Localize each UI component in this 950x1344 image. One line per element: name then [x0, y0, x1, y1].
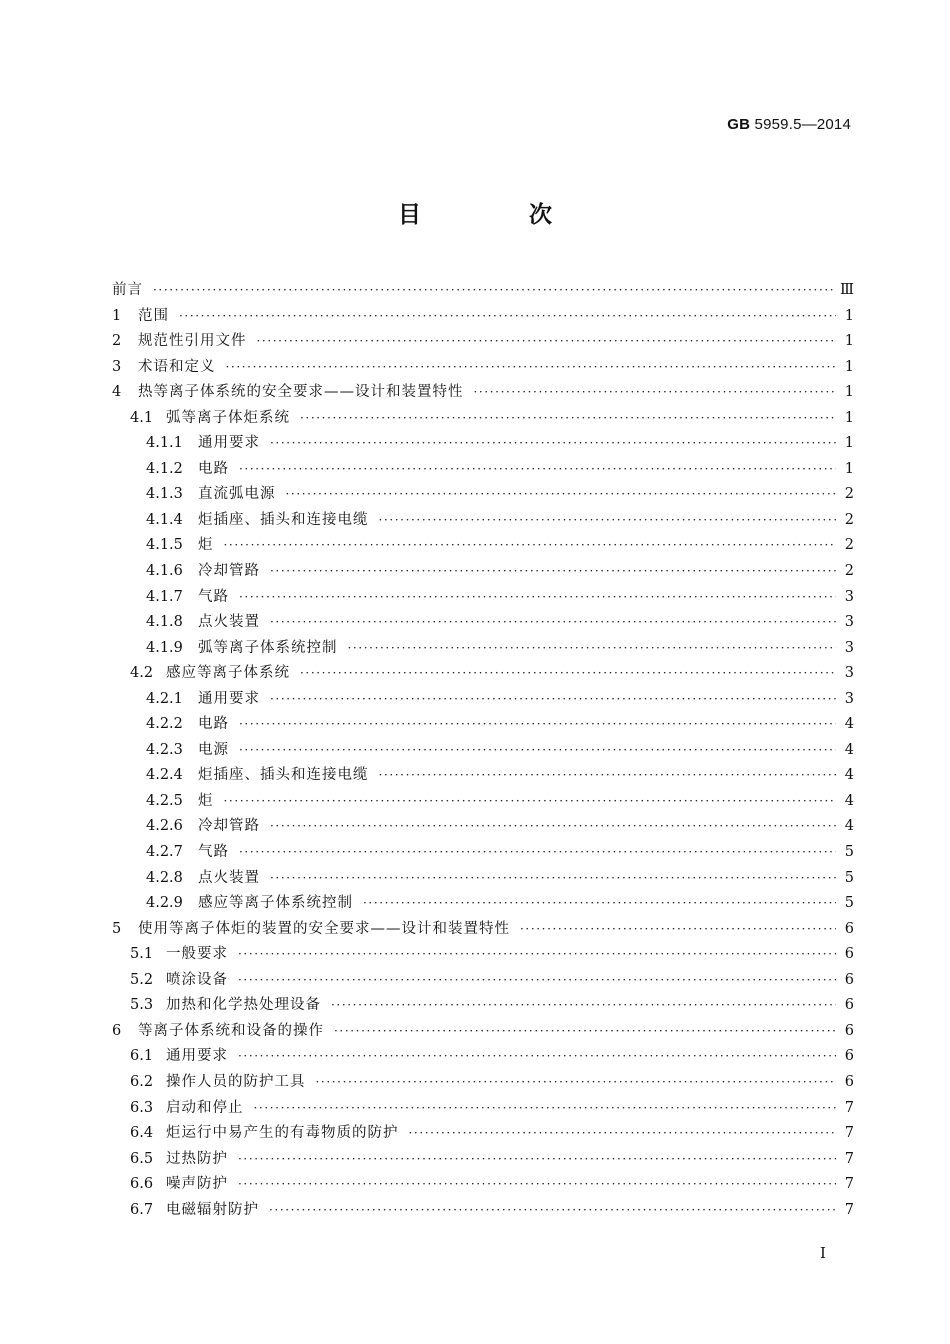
- toc-entry-page: 4: [844, 716, 854, 733]
- toc-entry-title: 冷却管路: [198, 818, 260, 835]
- toc-entry-page: 5: [844, 869, 854, 886]
- toc-entry-number: 4.1.2: [146, 460, 183, 477]
- toc-entry[interactable]: [112, 763, 854, 789]
- toc-entry-title: 气路: [198, 844, 229, 861]
- toc-leader-dots: [238, 942, 836, 968]
- toc-entry-page: 1: [844, 384, 854, 401]
- toc-entry-number: 4.2.8: [146, 869, 183, 886]
- toc-entry[interactable]: [112, 278, 854, 304]
- toc-entry-title: 规范性引用文件: [138, 333, 247, 350]
- toc-entry-title: 炬: [198, 537, 214, 554]
- toc-entry-title: 通用要求: [166, 1048, 228, 1065]
- toc-entry-title: 炬: [198, 792, 214, 809]
- toc-entry[interactable]: [112, 789, 854, 815]
- toc-entry[interactable]: [112, 917, 854, 943]
- toc-entry-number: 4.2.2: [146, 716, 183, 733]
- toc-entry-title: 前言: [112, 282, 143, 298]
- toc-entry-title: 点火装置: [198, 869, 260, 886]
- toc-entry-title: 术语和定义: [138, 358, 216, 375]
- standard-code: [727, 116, 851, 133]
- toc-entry-title: 直流弧电源: [198, 486, 276, 503]
- toc-entry-page: 6: [844, 971, 854, 988]
- toc-entry[interactable]: [112, 1121, 854, 1147]
- toc-entry[interactable]: [112, 636, 854, 662]
- standard-number: 5959.5—2014: [754, 116, 851, 133]
- toc-entry-page: 1: [844, 333, 854, 350]
- toc-leader-dots: [270, 814, 836, 840]
- toc-entry-number: 4.2.4: [146, 767, 183, 784]
- toc-entry[interactable]: [112, 1070, 854, 1096]
- toc-entry-page: 5: [844, 844, 854, 861]
- toc-entry[interactable]: [112, 329, 854, 355]
- toc-leader-dots: [379, 508, 837, 534]
- toc-entry-number: 5.1: [130, 946, 154, 963]
- toc-entry-page: 3: [844, 639, 854, 656]
- toc-entry[interactable]: [112, 431, 854, 457]
- toc-entry-title: 热等离子体系统的安全要求——设计和装置特性: [138, 384, 464, 401]
- toc-entry[interactable]: [112, 304, 854, 330]
- toc-entry-number: 4.2.5: [146, 792, 183, 809]
- toc-entry-title: 等离子体系统和设备的操作: [138, 1022, 324, 1039]
- toc-entry[interactable]: [112, 1172, 854, 1198]
- toc-entry-title: 一般要求: [166, 946, 228, 963]
- toc-entry-page: 3: [844, 665, 854, 682]
- toc-leader-dots: [474, 380, 837, 406]
- toc-entry-page: 6: [844, 1048, 854, 1065]
- toc-entry-page: 5: [844, 895, 854, 912]
- toc-leader-dots: [316, 1070, 837, 1096]
- toc-entry-number: 4.1.7: [146, 588, 183, 605]
- toc-leader-dots: [270, 687, 836, 713]
- toc-entry[interactable]: [112, 814, 854, 840]
- toc-leader-dots: [334, 1019, 836, 1045]
- toc-entry-page: 4: [844, 767, 854, 784]
- table-of-contents: [112, 278, 854, 1223]
- toc-entry-number: 1: [112, 307, 122, 324]
- toc-entry-number: 4.2.6: [146, 818, 183, 835]
- toc-leader-dots: [153, 278, 836, 304]
- page-title: 目 次: [397, 202, 602, 228]
- toc-entry[interactable]: [112, 687, 854, 713]
- toc-entry[interactable]: [112, 712, 854, 738]
- toc-leader-dots: [300, 406, 836, 432]
- toc-leader-dots: [239, 840, 836, 866]
- toc-entry-number: 6.5: [130, 1150, 154, 1167]
- toc-entry-title: 加热和化学热处理设备: [166, 997, 321, 1014]
- toc-entry-title: 使用等离子体炬的装置的安全要求——设计和装置特性: [138, 920, 510, 937]
- toc-entry-number: 5.3: [130, 997, 154, 1014]
- toc-entry-title: 感应等离子体系统: [166, 665, 290, 682]
- toc-leader-dots: [270, 559, 836, 585]
- toc-entry[interactable]: [112, 482, 854, 508]
- toc-entry-number: 4.1.6: [146, 563, 183, 580]
- toc-entry-number: 5: [112, 920, 122, 937]
- toc-entry-title: 冷却管路: [198, 563, 260, 580]
- toc-entry-number: 4.1: [130, 409, 154, 426]
- toc-leader-dots: [270, 431, 836, 457]
- toc-entry[interactable]: [112, 533, 854, 559]
- toc-entry-number: 3: [112, 358, 122, 375]
- toc-leader-dots: [239, 738, 836, 764]
- toc-entry-page: 1: [844, 307, 854, 324]
- toc-leader-dots: [269, 1198, 836, 1224]
- toc-entry-title: 点火装置: [198, 614, 260, 631]
- toc-entry-title: 电路: [198, 460, 229, 477]
- toc-entry-number: 2: [112, 333, 122, 350]
- toc-entry-page: 2: [844, 511, 854, 528]
- toc-leader-dots: [224, 789, 837, 815]
- toc-entry-number: 5.2: [130, 971, 154, 988]
- toc-entry-page: 1: [844, 409, 854, 426]
- toc-entry-page: 2: [844, 563, 854, 580]
- toc-entry-title: 气路: [198, 588, 229, 605]
- toc-entry[interactable]: [112, 508, 854, 534]
- toc-entry[interactable]: [112, 1019, 854, 1045]
- toc-entry-page: 6: [844, 920, 854, 937]
- toc-leader-dots: [270, 866, 836, 892]
- toc-entry-page: 6: [844, 1073, 854, 1090]
- toc-entry[interactable]: [112, 355, 854, 381]
- toc-entry-page: 4: [844, 741, 854, 758]
- toc-entry-title: 炬插座、插头和连接电缆: [198, 767, 369, 784]
- toc-entry[interactable]: [112, 610, 854, 636]
- toc-entry-number: 4.2: [130, 665, 154, 682]
- toc-entry-page: 1: [844, 435, 854, 452]
- toc-leader-dots: [226, 355, 837, 381]
- toc-entry-number: 6.2: [130, 1073, 154, 1090]
- toc-entry-title: 通用要求: [198, 435, 260, 452]
- toc-entry-title: 感应等离子体系统控制: [198, 895, 353, 912]
- toc-entry-number: 4.1.8: [146, 614, 183, 631]
- toc-entry-page: 7: [844, 1201, 854, 1218]
- toc-leader-dots: [379, 763, 837, 789]
- toc-entry[interactable]: [112, 993, 854, 1019]
- toc-entry[interactable]: [112, 968, 854, 994]
- toc-entry[interactable]: [112, 559, 854, 585]
- toc-leader-dots: [224, 533, 837, 559]
- toc-entry-page: 1: [844, 460, 854, 477]
- toc-entry-title: 操作人员的防护工具: [166, 1073, 306, 1090]
- toc-entry-title: 电源: [198, 741, 229, 758]
- toc-entry[interactable]: [112, 866, 854, 892]
- toc-entry-number: 4.1.5: [146, 537, 183, 554]
- toc-leader-dots: [179, 304, 836, 330]
- toc-entry-page: 6: [844, 946, 854, 963]
- standard-prefix: GB: [727, 116, 751, 133]
- toc-entry-title: 启动和停止: [166, 1099, 244, 1116]
- toc-entry-title: 过热防护: [166, 1150, 228, 1167]
- toc-leader-dots: [257, 329, 837, 355]
- toc-entry-page: 7: [844, 1125, 854, 1142]
- toc-entry[interactable]: [112, 1198, 854, 1224]
- toc-entry-number: 4.1.9: [146, 639, 183, 656]
- toc-entry-number: 6.7: [130, 1201, 154, 1218]
- toc-entry-page: 3: [844, 588, 854, 605]
- toc-entry-page: 6: [844, 997, 854, 1014]
- toc-entry-number: 4.2.3: [146, 741, 183, 758]
- toc-entry-title: 炬插座、插头和连接电缆: [198, 511, 369, 528]
- toc-entry-page: 6: [844, 1022, 854, 1039]
- toc-leader-dots: [331, 993, 836, 1019]
- toc-leader-dots: [348, 636, 837, 662]
- toc-leader-dots: [239, 712, 836, 738]
- toc-leader-dots: [270, 610, 836, 636]
- toc-entry-number: 4.2.7: [146, 844, 183, 861]
- toc-entry-number: 6.4: [130, 1125, 154, 1142]
- toc-entry-title: 通用要求: [198, 690, 260, 707]
- toc-entry[interactable]: [112, 942, 854, 968]
- toc-entry-page: 7: [844, 1176, 854, 1193]
- toc-leader-dots: [409, 1121, 837, 1147]
- toc-entry-page: 4: [844, 792, 854, 809]
- toc-entry[interactable]: [112, 840, 854, 866]
- toc-entry-title: 电路: [198, 716, 229, 733]
- toc-entry-number: 4.1.1: [146, 435, 183, 452]
- toc-entry[interactable]: [112, 1096, 854, 1122]
- toc-entry-number: 4.2.9: [146, 895, 183, 912]
- toc-entry-number: 4.1.3: [146, 486, 183, 503]
- toc-entry[interactable]: [112, 738, 854, 764]
- toc-entry[interactable]: [112, 1044, 854, 1070]
- toc-entry[interactable]: [112, 661, 854, 687]
- toc-entry[interactable]: [112, 891, 854, 917]
- toc-entry-number: 4: [112, 384, 122, 401]
- toc-leader-dots: [286, 482, 837, 508]
- toc-entry-page: 2: [844, 537, 854, 554]
- toc-leader-dots: [520, 917, 836, 943]
- toc-entry[interactable]: [112, 1147, 854, 1173]
- toc-entry[interactable]: [112, 585, 854, 611]
- toc-leader-dots: [238, 1172, 836, 1198]
- page-number: I: [820, 1244, 826, 1262]
- toc-entry-page: Ⅲ: [840, 282, 854, 298]
- toc-entry-page: 4: [844, 818, 854, 835]
- toc-leader-dots: [239, 457, 836, 483]
- toc-entry-number: 4.2.1: [146, 690, 183, 707]
- toc-entry-title: 电磁辐射防护: [166, 1201, 259, 1218]
- toc-entry[interactable]: [112, 380, 854, 406]
- toc-entry-title: 炬运行中易产生的有毒物质的防护: [166, 1125, 399, 1142]
- toc-entry[interactable]: [112, 457, 854, 483]
- toc-entry-title: 弧等离子体系统控制: [198, 639, 338, 656]
- toc-entry-page: 7: [844, 1150, 854, 1167]
- toc-leader-dots: [238, 968, 836, 994]
- toc-entry-number: 6.6: [130, 1176, 154, 1193]
- toc-entry-page: 2: [844, 486, 854, 503]
- toc-entry-number: 4.1.4: [146, 511, 183, 528]
- toc-entry-title: 噪声防护: [166, 1176, 228, 1193]
- toc-leader-dots: [363, 891, 836, 917]
- toc-leader-dots: [238, 1044, 836, 1070]
- toc-entry-title: 喷涂设备: [166, 971, 228, 988]
- toc-entry-number: 6: [112, 1022, 122, 1039]
- toc-entry-number: 6.1: [130, 1048, 154, 1065]
- toc-entry-page: 1: [844, 358, 854, 375]
- toc-entry-title: 范围: [138, 307, 169, 324]
- toc-entry-number: 6.3: [130, 1099, 154, 1116]
- toc-entry-page: 7: [844, 1099, 854, 1116]
- toc-leader-dots: [254, 1096, 837, 1122]
- toc-entry[interactable]: [112, 406, 854, 432]
- toc-entry-title: 弧等离子体炬系统: [166, 409, 290, 426]
- toc-entry-page: 3: [844, 690, 854, 707]
- toc-leader-dots: [239, 585, 836, 611]
- toc-entry-page: 3: [844, 614, 854, 631]
- toc-leader-dots: [300, 661, 836, 687]
- toc-leader-dots: [238, 1147, 836, 1173]
